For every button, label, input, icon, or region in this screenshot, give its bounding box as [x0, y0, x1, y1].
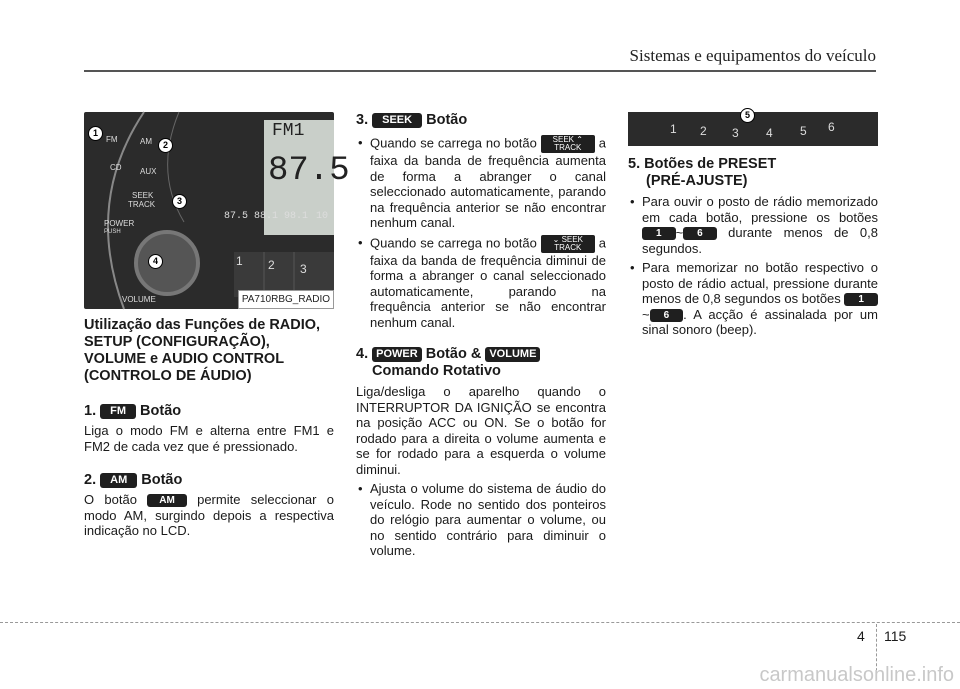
- footer-rule: [0, 622, 960, 623]
- preset-fig-key-3: 3: [732, 126, 739, 140]
- volume-knob: [134, 230, 200, 296]
- preset-range-sep: ~: [675, 225, 684, 240]
- section-2-label: Botão: [141, 472, 183, 488]
- seek-down-text-b: a faixa da banda de frequência diminui de forma a abranger o canal seleccionado automaticamente, parando na frequência anterior se não encontrar nenhum canal.: [370, 234, 606, 330]
- am-inline-chip: AM: [147, 494, 187, 507]
- page-header-title: Sistemas e equipamentos do veículo: [629, 46, 876, 65]
- seek-up-text-a: Quando se carrega no botão: [370, 135, 537, 151]
- seek-up-bullet: [356, 135, 606, 231]
- seek-up-chip: SEEK ⌃ TRACK: [541, 135, 595, 153]
- label-fm: FM: [106, 135, 118, 144]
- section-heading: Utilização das Funções de RADIO, SETUP (CONFIGURAÇÃO), VOLUME e AUDIO CONTROL (CONTROLO DE ÁUDIO): [84, 317, 321, 384]
- seek-down-chip: ⌄ SEEK TRACK: [541, 235, 595, 253]
- seek-down-bullet: [356, 235, 606, 331]
- fm-button-chip: FM: [100, 404, 136, 419]
- preset-fig-key-4: 4: [766, 126, 773, 140]
- label-volume: VOLUME: [122, 295, 156, 304]
- section-5-title: 5. Botões de PRESET: [628, 156, 777, 172]
- preset-key-2: 2: [268, 258, 275, 272]
- chapter-number: 4: [857, 628, 865, 644]
- seek-up-text-b: a faixa da banda de frequência aumenta de forma a abranger o canal seleccionado automaticamente, parando na frequência anterior se não encontrar nenhum canal.: [370, 135, 606, 230]
- preset-key-1: 1: [236, 254, 243, 268]
- callout-badge-1: 1: [88, 126, 103, 141]
- preset-fig-key-1: 1: [670, 122, 677, 136]
- section-3-number: 3.: [356, 112, 369, 128]
- preset-store-bullet: [628, 260, 878, 338]
- power-button-chip: POWER: [372, 347, 422, 362]
- callout-badge-2: 2: [158, 138, 173, 153]
- label-am: AM: [140, 137, 152, 146]
- preset-fig-key-5: 5: [800, 124, 807, 138]
- preset-store-text-a: Para memorizar no botão respectivo o posto de rádio actual, pressione durante menos de 0,8 segundos os botões: [642, 260, 878, 306]
- section-2-title: [84, 472, 334, 489]
- section-4-label: Botão &: [425, 346, 482, 362]
- preset-range-sep-b: ~: [642, 306, 650, 322]
- label-power: POWER: [104, 219, 135, 228]
- section-1-label: Botão: [140, 403, 182, 419]
- am-button-chip: AM: [100, 473, 137, 488]
- seek-up-chip-top: SEEK: [552, 135, 574, 144]
- lcd-preset-2: 88.1: [254, 211, 279, 222]
- preset-listen-text-b: durante menos de 0,8 segundos.: [642, 225, 878, 256]
- volume-bullet: • Ajusta o volume do sistema de áudio do veículo. Rode no sentido dos ponteiros do relógio para aumentar o volume, ou no sentido contrário para diminuir o volume.: [356, 481, 606, 559]
- radio-figure: [84, 112, 350, 309]
- seek-up-chip-bottom: TRACK: [554, 143, 582, 152]
- seek-down-chip-top: SEEK: [561, 234, 583, 244]
- label-aux: AUX: [140, 167, 157, 176]
- section-2-text-b: permite seleccionar o modo AM, surgindo depois a respectiva indicação no LCD.: [84, 492, 334, 538]
- callout-badge-4: 4: [148, 254, 163, 269]
- callout-badge-3: 3: [172, 194, 187, 209]
- preset-listen-text-a: Para ouvir o posto de rádio memorizado em cada botão, pressione os botões: [642, 194, 878, 225]
- section-4-number: 4.: [356, 346, 369, 362]
- seek-button-chip: SEEK: [372, 113, 422, 128]
- column-3: [628, 112, 878, 338]
- preset-listen-bullet: [628, 194, 878, 256]
- lcd-preset-4: 10: [316, 211, 329, 222]
- section-5-subtitle: (PRÉ-AJUSTE): [646, 173, 748, 189]
- section-1-number: 1.: [84, 403, 97, 419]
- lcd-preset-1: 87.5: [224, 211, 249, 222]
- preset-fig-key-6: 6: [828, 120, 835, 134]
- figure-caption: PA710RBG_RADIO: [238, 290, 334, 310]
- section-4-text: Liga/desliga o aparelho quando o INTERRUPTOR DA IGNIÇÃO se encontra na posição ACC ou ON. Se o botão for rodado para a direita o volume aumenta e se for rodado para a esquerda o volume diminui.: [356, 384, 606, 477]
- lcd-frequency: 87.5: [268, 152, 350, 190]
- section-4-title: [356, 346, 606, 363]
- section-2-number: 2.: [84, 472, 97, 488]
- section-3-label: Botão: [426, 112, 468, 128]
- preset-1-chip: 1: [642, 227, 676, 240]
- section-2-text-a: O botão: [84, 492, 137, 507]
- header-rule: [84, 70, 876, 72]
- preset-figure: [628, 112, 878, 146]
- column-1: [84, 112, 350, 539]
- preset-fig-key-2: 2: [700, 124, 707, 138]
- preset-store-text-b: . A acção é assinalada por um sinal sonoro (beep).: [642, 306, 878, 337]
- seek-down-chip-bottom: TRACK: [554, 242, 582, 252]
- label-seek: SEEK: [132, 191, 154, 200]
- watermark: carmanualsonline.info: [759, 664, 954, 686]
- label-track: TRACK: [128, 200, 156, 209]
- preset-6-chip-b: 6: [650, 309, 684, 322]
- label-cd: CD: [110, 163, 122, 172]
- label-push: PUSH: [104, 229, 121, 235]
- section-2-text: [84, 492, 334, 539]
- callout-badge-5: 5: [740, 108, 755, 123]
- lcd-preset-3: 98.1: [284, 211, 309, 222]
- lcd-band: FM1: [272, 121, 305, 141]
- preset-key-3: 3: [300, 262, 307, 276]
- column-2: [356, 112, 606, 559]
- preset-1-chip-b: 1: [844, 293, 878, 306]
- section-1-title: [84, 403, 334, 420]
- preset-6-chip: 6: [683, 227, 717, 240]
- section-1-text: Liga o modo FM e alterna entre FM1 e FM2 de cada vez que é pressionado.: [84, 423, 334, 454]
- section-3-title: [356, 112, 606, 129]
- page-number: 115: [884, 628, 907, 644]
- volume-button-chip: VOLUME: [485, 347, 540, 362]
- section-4-subtitle: Comando Rotativo: [372, 363, 501, 379]
- seek-down-text-a: Quando se carrega no botão: [370, 234, 537, 250]
